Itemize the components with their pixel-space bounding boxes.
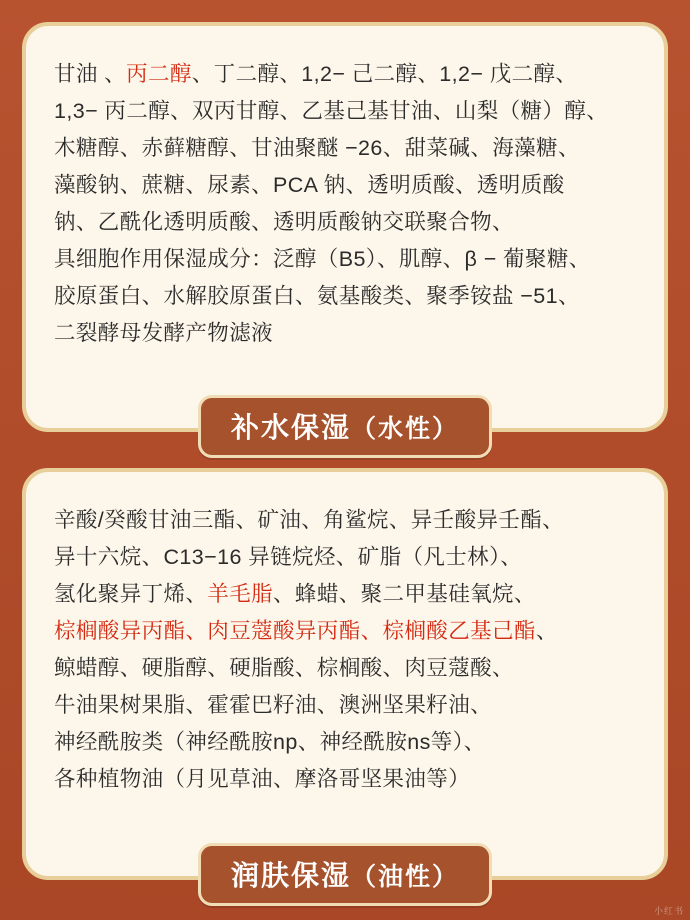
ingredient-highlight: 丙二醇 bbox=[126, 62, 192, 86]
ingredient-line bbox=[54, 204, 636, 241]
ribbon-wrap-oil bbox=[26, 843, 664, 906]
ingredient-text: 牛油果树果脂、霍霍巴籽油、澳洲坚果籽油、 bbox=[54, 693, 493, 717]
ingredient-line bbox=[54, 56, 636, 93]
ingredient-text: 1,3− 丙二醇、双丙甘醇、乙基己基甘油、山梨（糖）醇、 bbox=[54, 99, 609, 123]
ingredient-text: 异十六烷、C13−16 异链烷烃、矿脂（凡士林）、 bbox=[54, 545, 523, 569]
ingredient-line bbox=[54, 241, 636, 278]
ingredient-text: 、丁二醇、1,2− 己二醇、1,2− 戊二醇、 bbox=[191, 62, 578, 86]
watermark-label: 小红书 bbox=[653, 906, 684, 916]
ingredient-line bbox=[54, 724, 636, 761]
card-oil-moisturizers bbox=[22, 468, 668, 892]
ingredient-text: 甘油 、 bbox=[54, 62, 127, 86]
section-title-water-sub: （水性） bbox=[351, 414, 460, 443]
ingredient-text: 钠、乙酰化透明质酸、透明质酸钠交联聚合物、 bbox=[54, 210, 514, 234]
ingredient-highlight: 棕榈酸异丙酯、肉豆蔻酸异丙酯、棕榈酸乙基己酯 bbox=[54, 619, 536, 643]
ingredient-line bbox=[54, 576, 636, 613]
ingredient-text: 辛酸/癸酸甘油三酯、矿油、角鲨烷、异壬酸异壬酯、 bbox=[54, 508, 565, 532]
ingredient-text: 二裂酵母发酵产物滤液 bbox=[54, 321, 274, 345]
ingredient-line bbox=[54, 539, 636, 576]
ingredient-line bbox=[54, 278, 636, 315]
section-title-water bbox=[198, 395, 492, 458]
ingredient-text: 胶原蛋白、水解胶原蛋白、氨基酸类、聚季铵盐 −51、 bbox=[54, 284, 580, 308]
ingredient-line bbox=[54, 167, 636, 204]
ingredient-line bbox=[54, 93, 636, 130]
ingredient-list-water bbox=[54, 56, 636, 352]
ingredient-text: 、蜂蜡、聚二甲基硅氧烷、 bbox=[273, 582, 536, 606]
section-title-water-main: 补水保湿 bbox=[230, 411, 351, 444]
ingredient-text: 神经酰胺类（神经酰胺np、神经酰胺ns等）、 bbox=[54, 730, 486, 754]
ribbon-wrap-water bbox=[26, 395, 664, 458]
ingredient-list-oil bbox=[54, 502, 636, 798]
ingredient-line bbox=[54, 130, 636, 167]
ingredient-text: 藻酸钠、蔗糖、尿素、PCA 钠、透明质酸、透明质酸 bbox=[54, 173, 565, 197]
ingredient-text: 各种植物油（月见草油、摩洛哥坚果油等） bbox=[54, 767, 471, 791]
ingredient-line bbox=[54, 761, 636, 798]
section-title-oil-main: 润肤保湿 bbox=[230, 859, 351, 892]
ingredient-line bbox=[54, 687, 636, 724]
ingredient-text: 、 bbox=[535, 619, 558, 643]
ingredient-line bbox=[54, 502, 636, 539]
ingredient-text: 木糖醇、赤藓糖醇、甘油聚醚 −26、甜菜碱、海藻糖、 bbox=[54, 136, 580, 160]
ingredient-text: 具细胞作用保湿成分：泛醇（B5）、肌醇、β − 葡聚糖、 bbox=[54, 247, 591, 271]
ingredient-text: 氢化聚异丁烯、 bbox=[54, 582, 208, 606]
card-water-moisturizers bbox=[22, 22, 668, 444]
ingredient-line bbox=[54, 315, 636, 352]
section-title-oil-sub: （油性） bbox=[351, 862, 460, 891]
ingredient-line bbox=[54, 650, 636, 687]
section-title-oil bbox=[198, 843, 492, 906]
ingredient-highlight: 羊毛脂 bbox=[207, 582, 274, 606]
ingredient-line bbox=[54, 613, 636, 650]
ingredient-text: 鲸蜡醇、硬脂醇、硬脂酸、棕榈酸、肉豆蔻酸、 bbox=[54, 656, 514, 680]
